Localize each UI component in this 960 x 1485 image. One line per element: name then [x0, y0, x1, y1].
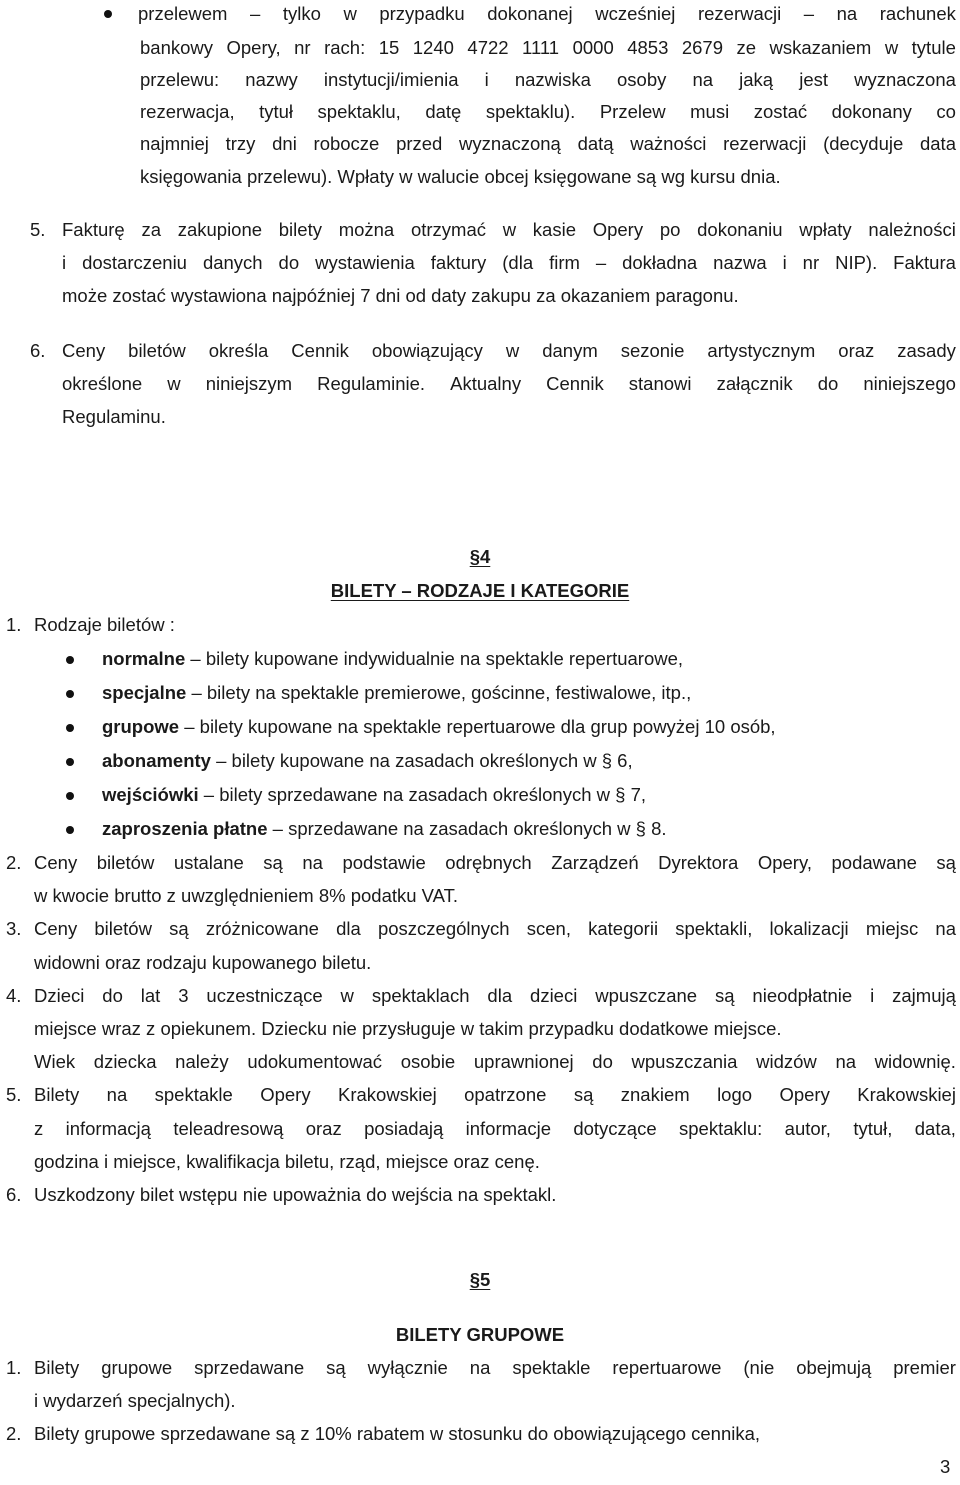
ticket-type-term: wejściówki [102, 784, 199, 805]
word: opatrzone [464, 1084, 547, 1105]
intro-line [140, 135, 956, 154]
bullet-icon [66, 792, 74, 800]
word: jaką [739, 69, 774, 90]
item-line [34, 1120, 956, 1139]
word: Bilety [34, 1357, 80, 1378]
word: należności [868, 219, 956, 240]
word: na [836, 3, 858, 24]
word: nr [294, 37, 311, 58]
word: wpłaty [799, 219, 852, 240]
word: data [919, 133, 956, 154]
word: teleadresową [173, 1118, 284, 1139]
word: na [935, 918, 956, 939]
ticket-type-text [102, 650, 683, 669]
word: wyłącznie [367, 1357, 448, 1378]
ticket-type-desc: – bilety kupowane indywidualnie na spektakle repertuarowe, [185, 648, 684, 669]
word: udokumentować [247, 1051, 383, 1072]
word: trzy [225, 133, 256, 154]
ticket-type-term: grupowe [102, 716, 180, 737]
word: i [62, 252, 67, 273]
intro-line [140, 39, 956, 58]
item-line: Bilety grupowe sprzedawane są z 10% rabatem w stosunku do obowiązującego cennika, [34, 1423, 761, 1444]
item-line [62, 375, 956, 394]
item-line [62, 221, 956, 240]
intro-line [138, 5, 956, 24]
word: Ceny [34, 852, 78, 873]
word: spektakle [154, 1084, 233, 1105]
word: z [34, 1118, 44, 1139]
word: w [502, 219, 517, 240]
word: uczestniczące [206, 985, 323, 1006]
word: i [870, 985, 875, 1006]
item-number: 6. [6, 1184, 22, 1205]
word: stanowi [628, 373, 692, 394]
ticket-type-desc: – bilety kupowane na spektakle repertuarowe dla grup powyżej 10 osób, [179, 716, 776, 737]
word: Opery [592, 219, 644, 240]
item-number: 1. [6, 1357, 22, 1378]
word: sezonie [620, 340, 685, 361]
word: 4853 [627, 37, 669, 58]
word: 2679 [681, 37, 724, 58]
word: dokładna [622, 252, 698, 273]
page-number: 3 [940, 1456, 951, 1477]
word: należy [175, 1051, 229, 1072]
item-line: miejsce wraz z opiekunem. Dziecku nie przysługuje w takim przypadku dodatkowe miejsce. [34, 1018, 782, 1039]
word: Ceny [34, 918, 78, 939]
word: są [326, 1357, 346, 1378]
word: załącznik [716, 373, 793, 394]
word: poszczególnych [377, 918, 510, 939]
word: wpuszczania [631, 1051, 738, 1072]
section-4-mark: §4 [469, 546, 491, 567]
word: Faktura [893, 252, 956, 273]
word: dzieci [530, 985, 578, 1006]
word: Przelew [599, 101, 666, 122]
word: wyznaczona [854, 69, 956, 90]
word: Dzieci [34, 985, 85, 1006]
word: rezerwacja, [140, 101, 235, 122]
word: Opery, [757, 852, 812, 873]
item-text: Rodzaje biletów : [34, 614, 175, 635]
word: nr [802, 252, 820, 273]
word: na [835, 1051, 857, 1072]
word: robocze [313, 133, 380, 154]
word: wystawienia [315, 252, 415, 273]
word: Aktualny [450, 373, 522, 394]
word: co [936, 101, 956, 122]
word: Bilety [34, 1084, 80, 1105]
word: bankowy [140, 37, 214, 58]
word: w [340, 985, 354, 1006]
word: tytuł [259, 101, 294, 122]
word: Opery, [226, 37, 281, 58]
ticket-type-text [102, 684, 691, 703]
word: danym [542, 340, 598, 361]
word: widzów [756, 1051, 817, 1072]
word: tylko [282, 3, 321, 24]
item-line: Regulaminu. [62, 406, 166, 427]
item-line [34, 854, 956, 873]
item-line [34, 1086, 956, 1105]
ticket-type-text [102, 752, 633, 771]
word: dziecka [93, 1051, 157, 1072]
ticket-type-term: zaproszenia płatne [102, 818, 268, 839]
word: ustalane [173, 852, 244, 873]
word: można [338, 219, 395, 240]
word: Ceny [62, 340, 106, 361]
item-number: 1. [6, 614, 22, 635]
word: (dla [502, 252, 534, 273]
ticket-type-text [102, 820, 667, 839]
word: na [302, 852, 323, 873]
section-5-title: BILETY GRUPOWE [395, 1324, 565, 1345]
word: sprzedawane [194, 1357, 305, 1378]
item-number: 6. [30, 340, 46, 361]
intro-line: księgowania przelewu). Wpłaty w walucie obcej księgowane są wg kursu dnia. [140, 166, 781, 187]
word: osobie [400, 1051, 456, 1072]
item-line [62, 342, 956, 361]
item-line: w kwocie brutto z uwzględnieniem 8% podatku VAT. [34, 885, 459, 906]
word: obejmują [796, 1357, 872, 1378]
word: datą [577, 133, 614, 154]
word: po [659, 219, 681, 240]
item-line: może zostać wystawiona najpóźniej 7 dni od daty zakupu za okazaniem paragonu. [62, 285, 739, 306]
word: odrębnych [445, 852, 532, 873]
word: dla [336, 918, 361, 939]
word: są [573, 1084, 594, 1105]
word: niniejszego [863, 373, 956, 394]
word: do [592, 1051, 613, 1072]
word: tytuł, [853, 1118, 893, 1139]
word: przelewu: [140, 69, 220, 90]
bullet-icon [66, 826, 74, 834]
word: zasady [897, 340, 956, 361]
word: w [343, 3, 357, 24]
word: są [714, 985, 735, 1006]
item-line: i wydarzeń specjalnych). [34, 1390, 236, 1411]
word: przed [396, 133, 443, 154]
word: bilety [278, 219, 322, 240]
bullet-icon [66, 724, 74, 732]
word: za [141, 219, 161, 240]
word: rach: [324, 37, 366, 58]
word: dni [272, 133, 297, 154]
word: obowiązujący [371, 340, 483, 361]
word: są [169, 918, 189, 939]
word: rachunek [879, 3, 956, 24]
word: kategorii [588, 918, 659, 939]
word: faktury [430, 252, 487, 273]
section-5-mark: §5 [469, 1269, 491, 1290]
word: (nie [743, 1357, 775, 1378]
word: informacją [65, 1118, 151, 1139]
ticket-type-text [102, 718, 776, 737]
word: – [803, 3, 815, 24]
item-line: Uszkodzony bilet wstępu nie upoważnia do wejścia na spektakl. [34, 1184, 557, 1205]
ticket-type-text [102, 786, 646, 805]
word: – [595, 252, 607, 273]
word: biletów [96, 852, 155, 873]
word: danych [202, 252, 263, 273]
word: Opery [260, 1084, 311, 1105]
word: znakiem [620, 1084, 690, 1105]
word: Wiek [34, 1051, 76, 1072]
word: przypadku [379, 3, 465, 24]
word: biletów [128, 340, 186, 361]
word: oraz [305, 1118, 342, 1139]
word: ze [736, 37, 757, 58]
word: – [250, 3, 261, 24]
word: Krakowskiej [338, 1084, 437, 1105]
word: logo [717, 1084, 753, 1105]
word: autor, [784, 1118, 831, 1139]
ticket-type-term: abonamenty [102, 750, 211, 771]
word: (decyduje [823, 133, 904, 154]
word: i [782, 252, 787, 273]
ticket-type-desc: – bilety na spektakle premierowe, gościnne, festiwalowe, itp., [186, 682, 692, 703]
word: premier [893, 1357, 956, 1378]
item-number: 3. [6, 918, 22, 939]
word: firm [549, 252, 580, 273]
word: rezerwacji [697, 3, 782, 24]
item-number: 4. [6, 985, 22, 1006]
item-line: godzina i miejsce, kwalifikacja biletu, rząd, miejsce oraz cenę. [34, 1151, 540, 1172]
word: instytucji/imienia [323, 69, 459, 90]
word: dokonany [831, 101, 912, 122]
word: Cennik [291, 340, 349, 361]
item-number: 2. [6, 852, 22, 873]
word: do [278, 252, 300, 273]
item-line [62, 254, 956, 273]
ticket-type-term: normalne [102, 648, 186, 669]
word: dostarczeniu [82, 252, 187, 273]
word: data, [914, 1118, 956, 1139]
word: datę [425, 101, 462, 122]
word: spektaklu, [317, 101, 401, 122]
word: przelewem [138, 3, 228, 24]
word: 1240 [412, 37, 454, 58]
word: lokalizacji [769, 918, 849, 939]
word: na [469, 1357, 491, 1378]
word: lat [140, 985, 161, 1006]
word: nazwa [713, 252, 767, 273]
word: miejsc [865, 918, 919, 939]
word: niniejszym [205, 373, 293, 394]
word: są [263, 852, 283, 873]
bullet-icon [104, 10, 112, 18]
item-number: 5. [6, 1084, 22, 1105]
word: najmniej [140, 133, 209, 154]
item-line [34, 1359, 956, 1378]
word: do [817, 373, 839, 394]
word: określone [62, 373, 143, 394]
word: grupowe [101, 1357, 173, 1378]
word: artystycznym [707, 340, 816, 361]
ticket-type-desc: – bilety kupowane na zasadach określonych w § 6, [210, 750, 633, 771]
word: NIP). [835, 252, 878, 273]
word: na [106, 1084, 128, 1105]
word: jest [799, 69, 828, 90]
item-line [34, 1053, 956, 1072]
item-line [34, 920, 956, 939]
word: zakupione [177, 219, 263, 240]
word: nazwiska [514, 69, 591, 90]
word: dokonanej [487, 3, 573, 24]
word: wcześniej [595, 3, 676, 24]
word: 3 [178, 985, 189, 1006]
word: tytule [911, 37, 956, 58]
word: 0000 [572, 37, 614, 58]
word: Regulaminie. [317, 373, 426, 394]
word: zostać [753, 101, 808, 122]
word: nazwy [245, 69, 298, 90]
word: ważności [630, 133, 707, 154]
word: uprawnionej [473, 1051, 574, 1072]
word: spektaklu: [679, 1118, 763, 1139]
word: w [884, 37, 899, 58]
word: są [936, 852, 956, 873]
word: Dyrektora [658, 852, 739, 873]
word: w [167, 373, 181, 394]
word: rezerwacji [723, 133, 807, 154]
word: osoby [617, 69, 667, 90]
word: spektakli, [675, 918, 753, 939]
word: Krakowskiej [857, 1084, 956, 1105]
word: oraz [838, 340, 875, 361]
word: otrzymać [410, 219, 486, 240]
bullet-icon [66, 690, 74, 698]
word: 4722 [467, 37, 509, 58]
ticket-type-desc: – bilety sprzedawane na zasadach określonych w § 7, [198, 784, 646, 805]
bullet-icon [66, 758, 74, 766]
word: dla [487, 985, 513, 1006]
word: spektaklach [371, 985, 470, 1006]
word: w [505, 340, 520, 361]
section-4-title: BILETY – RODZAJE I KATEGORIE [330, 580, 630, 601]
word: widownię. [874, 1051, 956, 1072]
ticket-type-term: specjalne [102, 682, 187, 703]
word: spektakle [512, 1357, 591, 1378]
word: informacje [465, 1118, 551, 1139]
item-line: widowni oraz rodzaju kupowanego biletu. [34, 952, 372, 973]
word: Opery [779, 1084, 830, 1105]
word: zróżnicowane [205, 918, 319, 939]
item-number: 5. [30, 219, 46, 240]
word: repertuarowe [612, 1357, 722, 1378]
word: określa [208, 340, 269, 361]
word: Fakturę [62, 219, 125, 240]
word: dotyczące [573, 1118, 657, 1139]
word: dokonaniu [697, 219, 783, 240]
word: posiadają [364, 1118, 444, 1139]
word: Cennik [546, 373, 604, 394]
word: podstawie [342, 852, 426, 873]
word: scen, [526, 918, 571, 939]
intro-line [140, 103, 956, 122]
word: wskazaniem [769, 37, 872, 58]
word: wyznaczoną [459, 133, 561, 154]
word: 1111 [522, 37, 560, 58]
word: do [102, 985, 123, 1006]
ticket-type-desc: – sprzedawane na zasadach określonych w § 8. [267, 818, 667, 839]
word: podawane [831, 852, 917, 873]
item-line [34, 987, 956, 1006]
word: spektaklu). [485, 101, 576, 122]
word: na [692, 69, 714, 90]
word: Zarządzeń [551, 852, 639, 873]
word: zajmują [892, 985, 956, 1006]
intro-line [140, 71, 956, 90]
word: biletów [94, 918, 152, 939]
word: musi [690, 101, 730, 122]
word: 15 [378, 37, 400, 58]
word: nieodpłatnie [752, 985, 853, 1006]
word: wpuszczane [595, 985, 698, 1006]
item-number: 2. [6, 1423, 22, 1444]
word: i [484, 69, 489, 90]
word: kasie [532, 219, 576, 240]
bullet-icon [66, 656, 74, 664]
